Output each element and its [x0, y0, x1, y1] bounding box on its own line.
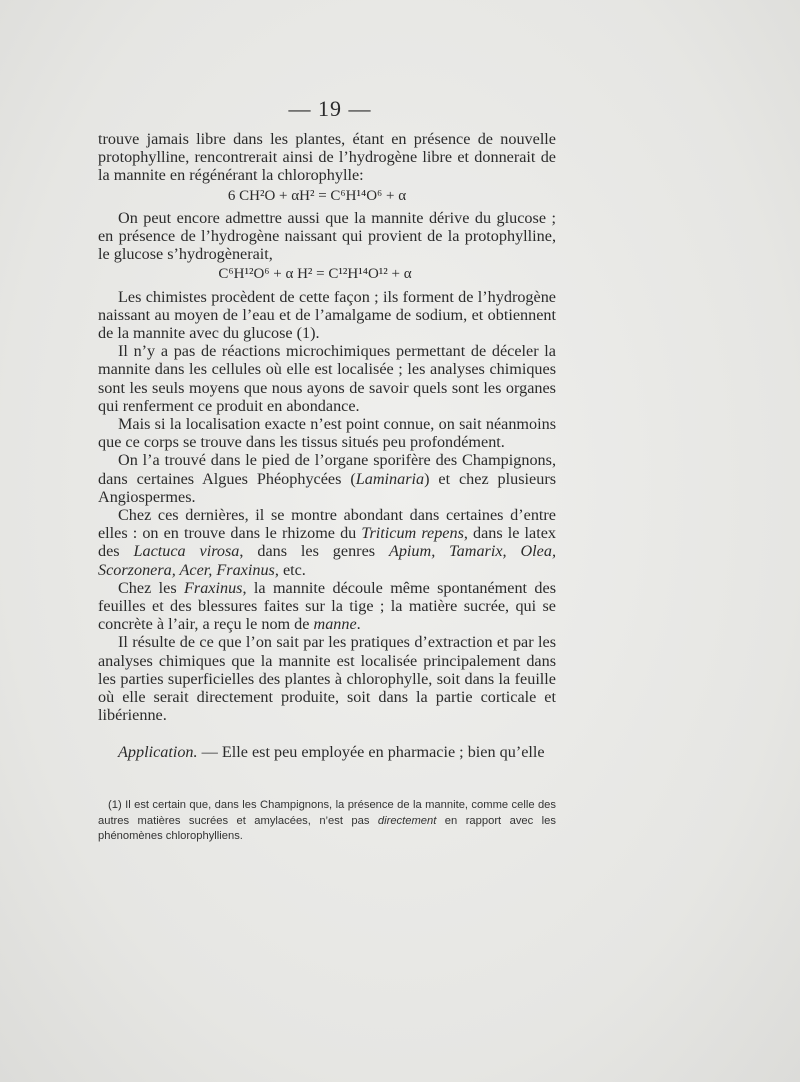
- paragraph-7-text-d: , etc.: [274, 560, 306, 579]
- application-text: — Elle est peu employée en pharmacie ; bien qu’elle: [197, 742, 545, 761]
- paragraph-7-italic-1: Triticum repens: [361, 524, 464, 543]
- paragraph-8-text-b: , la mannite découle même spontanément des feuilles et des blessures faites sur la tige ; la matière sucrée, qui se concrète à l’air, a reçu le nom de: [98, 578, 556, 634]
- paragraph-8-italic-2: manne: [313, 615, 357, 634]
- paragraph-8-text-c: .: [356, 615, 361, 634]
- body-text: [98, 130, 556, 761]
- paragraph-6-text-a: On l’a trouvé dans le pied de l’organe sporifère des Champignons, dans certaines Algues Phéophycées (: [98, 451, 556, 488]
- paragraph-6: [98, 451, 556, 506]
- footnote-text-a: (1) Il est certain que, dans les Champignons, la présence de la mannite, comme celle des autres matières sucrées et amylacées, n’est pas: [98, 799, 556, 827]
- paragraph-8: [98, 579, 556, 634]
- paragraph-7-text-a: Chez ces dernières, il se montre abondant dans certaines d’entre elles : on en trouve dans le rhizome du: [98, 506, 556, 543]
- paragraph-7-italic-2: Lactuca virosa: [133, 542, 240, 561]
- application-label: Application.: [118, 742, 198, 761]
- formula-glucose: C⁶H¹²O⁶ + α H² = C¹²H¹⁴O¹² + α: [218, 266, 412, 283]
- paragraph-8-italic-1: Fraxinus: [184, 578, 243, 597]
- footnote: [98, 798, 556, 845]
- formula-mannite: 6 CH²O + αH² = C⁶H¹⁴O⁶ + α: [227, 187, 407, 204]
- paragraph-5: Mais si la localisation exacte n’est point connue, on sait néanmoins que ce corps se trouve dans les tissus situés peu profondément.: [98, 415, 556, 452]
- paragraph-4: Il n’y a pas de réactions microchimiques permettant de déceler la mannite dans les cellules où elle est localisée ; les analyses chimiques sont les seuls moyens que nous ayons de savoir quels sont les organes qui renferment ce produit en abondance.: [98, 342, 556, 415]
- paragraph-9: Il résulte de ce que l’on sait par les pratiques d’extraction et par les analyses chimiques que la mannite est localisée principalement dans les parties superficielles des plantes à chlorophylle, soit dans la feuille où elle serait directement produite, soit dans la partie corticale et libérienne.: [98, 633, 556, 725]
- paragraph-6-italic: Laminaria: [355, 469, 425, 488]
- paragraph-7-text-c: , dans les genres: [239, 542, 389, 561]
- paragraph-8-text-a: Chez les: [118, 578, 185, 597]
- paragraph-3: Les chimistes procèdent de cette façon ; ils forment de l’hydrogène naissant au moyen de l’eau et de l’amalgame de sodium, et obtiennent de la mannite avec du glucose (1).: [98, 287, 556, 343]
- paragraph-7: [98, 506, 556, 579]
- footnote-text: [98, 798, 556, 845]
- paragraph-7-italic-3: Apium, Tamarix, Olea, Scorzonera, Acer, Fraxinus: [98, 542, 556, 579]
- footnote-text-b: en rapport avec les phénomènes chlorophylliens.: [98, 814, 556, 843]
- paragraph-1: trouve jamais libre dans les plantes, étant en présence de nouvelle protophylline, rencontrerait ainsi de l’hydrogène libre et donnerait de la mannite en régénérant la chlorophylle:: [98, 130, 556, 185]
- paragraph-7-text-b: , dans le latex des: [98, 524, 556, 561]
- footnote-italic: directement: [377, 814, 437, 827]
- paragraph-application: [98, 743, 556, 761]
- paragraph-6-text-b: ) et chez plusieurs Angiospermes.: [98, 469, 557, 506]
- paragraph-2: On peut encore admettre aussi que la mannite dérive du glucose ; en présence de l’hydrogène naissant qui provient de la protophylline, le glucose s’hydrogènerait,: [98, 208, 556, 264]
- page-number: — 19 —: [288, 96, 372, 121]
